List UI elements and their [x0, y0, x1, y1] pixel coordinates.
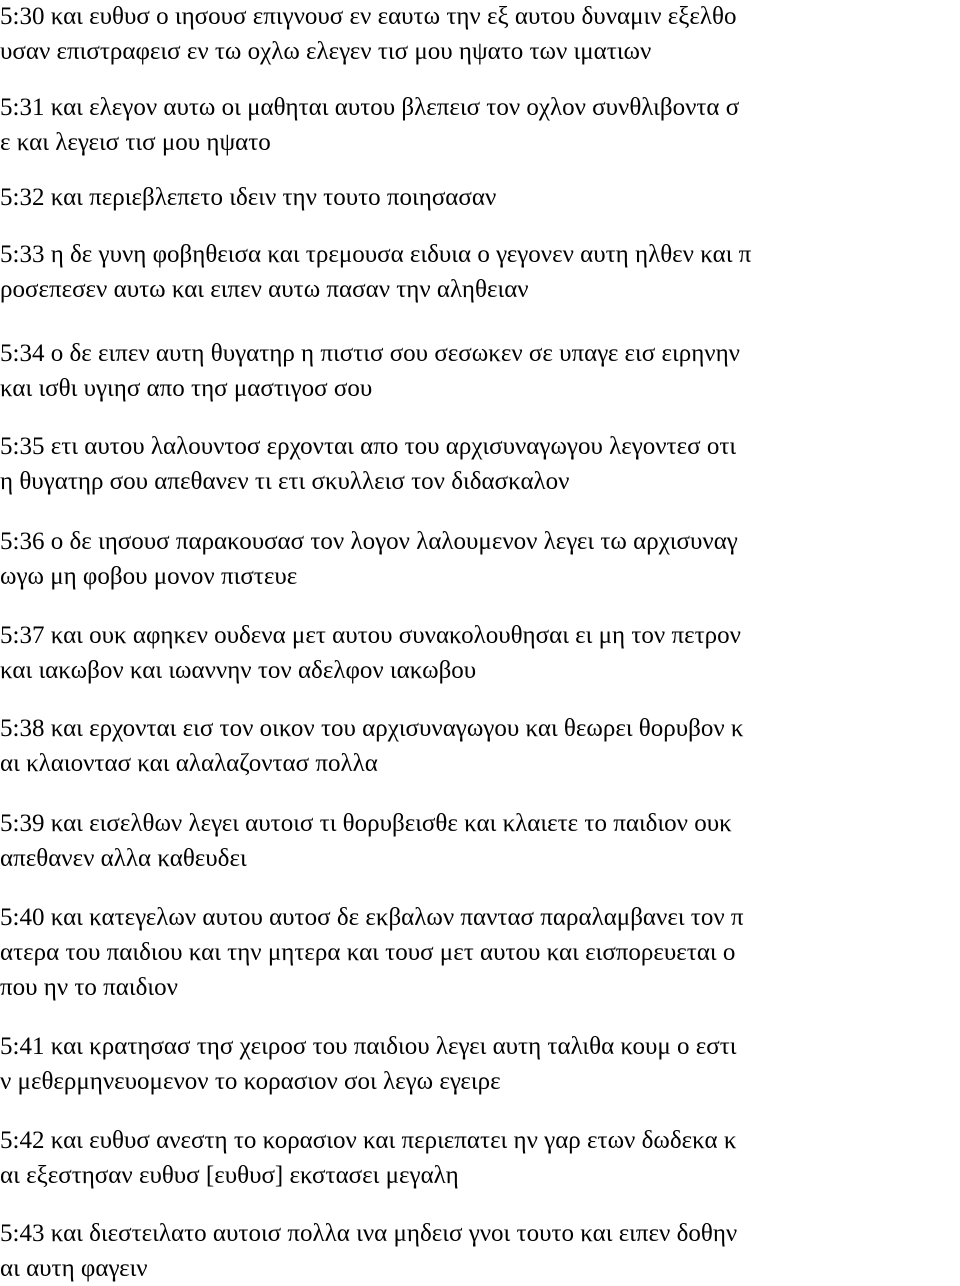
verse-line: αι αυτη φαγειν	[0, 1255, 148, 1282]
verse-5-42	[0, 1123, 736, 1193]
verse-line: 5:34 ο δε ειπεν αυτη θυγατηρ η πιστισ σου σεσωκεν σε υπαγε εισ ειρηνην	[0, 340, 740, 367]
verse-line: 5:37 και ουκ αφηκεν ουδενα μετ αυτου συνακολουθησαι ει μη τον πετρον	[0, 622, 741, 649]
verse-5-37	[0, 618, 741, 688]
verse-line: αι κλαιοντασ και αλαλαζοντασ πολλα	[0, 750, 378, 777]
verse-5-41	[0, 1029, 737, 1099]
verse-line: 5:40 και κατεγελων αυτου αυτοσ δε εκβαλων παντασ παραλαμβανει τον π	[0, 904, 744, 931]
verse-line: υσαν επιστραφεισ εν τω οχλω ελεγεν τισ μου ηψατο των ιματιων	[0, 38, 652, 65]
verse-line: 5:43 και διεστειλατο αυτοισ πολλα ινα μηδεισ γνοι τουτο και ειπεν δοθην	[0, 1220, 738, 1247]
verse-5-34	[0, 336, 740, 406]
verse-line: αι εξεστησαν ευθυσ [ευθυσ] εκστασει μεγαλη	[0, 1162, 459, 1189]
verse-5-40	[0, 900, 744, 1005]
verse-line: 5:38 και ερχονται εισ τον οικον του αρχισυναγωγου και θεωρει θορυβον κ	[0, 715, 744, 742]
verse-line: η θυγατηρ σου απεθανεν τι ετι σκυλλεισ τον διδασκαλον	[0, 468, 570, 495]
verse-line: ροσεπεσεν αυτω και ειπεν αυτω πασαν την αληθειαν	[0, 276, 529, 303]
verse-line: 5:31 και ελεγον αυτω οι μαθηται αυτου βλεπεισ τον οχλον συνθλιβοντα σ	[0, 94, 740, 121]
verse-5-43	[0, 1216, 737, 1286]
verse-line: ωγω μη φοβου μονον πιστευε	[0, 563, 298, 590]
verse-line: και ισθι υγιησ απο τησ μαστιγοσ σου	[0, 375, 373, 402]
verse-5-32	[0, 180, 496, 215]
verse-5-36	[0, 524, 738, 594]
verse-5-31	[0, 90, 739, 160]
verse-5-39	[0, 806, 732, 876]
verse-line: που ην το παιδιον	[0, 974, 178, 1001]
verse-line: 5:42 και ευθυσ ανεστη το κορασιον και περιεπατει ην γαρ ετων δωδεκα κ	[0, 1127, 737, 1154]
verse-line: 5:36 ο δε ιησουσ παρακουσασ τον λογον λαλουμενον λεγει τω αρχισυναγ	[0, 528, 738, 555]
verse-line: ε και λεγεισ τισ μου ηψατο	[0, 129, 271, 156]
verse-5-35	[0, 429, 736, 499]
verse-line: 5:32 και περιεβλεπετο ιδειν την τουτο ποιησασαν	[0, 184, 497, 211]
verse-line: 5:33 η δε γυνη φοβηθεισα και τρεμουσα ειδυια ο γεγονεν αυτη ηλθεν και π	[0, 241, 752, 268]
verse-5-38	[0, 711, 744, 781]
verse-line: 5:41 και κρατησασ τησ χειροσ του παιδιου λεγει αυτη ταλιθα κουμ ο εστι	[0, 1033, 737, 1060]
verse-line: απεθανεν αλλα καθευδει	[0, 845, 247, 872]
verse-5-30	[0, 0, 737, 69]
verse-line: και ιακωβον και ιωαννην τον αδελφον ιακωβου	[0, 657, 477, 684]
verse-line: ν μεθερμηνευομενον το κορασιον σοι λεγω εγειρε	[0, 1068, 501, 1095]
verse-5-33	[0, 237, 751, 307]
verse-line: ατερα του παιδιου και την μητερα και τουσ μετ αυτου και εισπορευεται ο	[0, 939, 736, 966]
verse-line: 5:35 ετι αυτου λαλουντοσ ερχονται απο του αρχισυναγωγου λεγοντεσ οτι	[0, 433, 737, 460]
verse-line: 5:39 και εισελθων λεγει αυτοισ τι θορυβεισθε και κλαιετε το παιδιον ουκ	[0, 810, 732, 837]
verse-line: 5:30 και ευθυσ ο ιησουσ επιγνουσ εν εαυτω την εξ αυτου δυναμιν εξελθο	[0, 3, 737, 30]
